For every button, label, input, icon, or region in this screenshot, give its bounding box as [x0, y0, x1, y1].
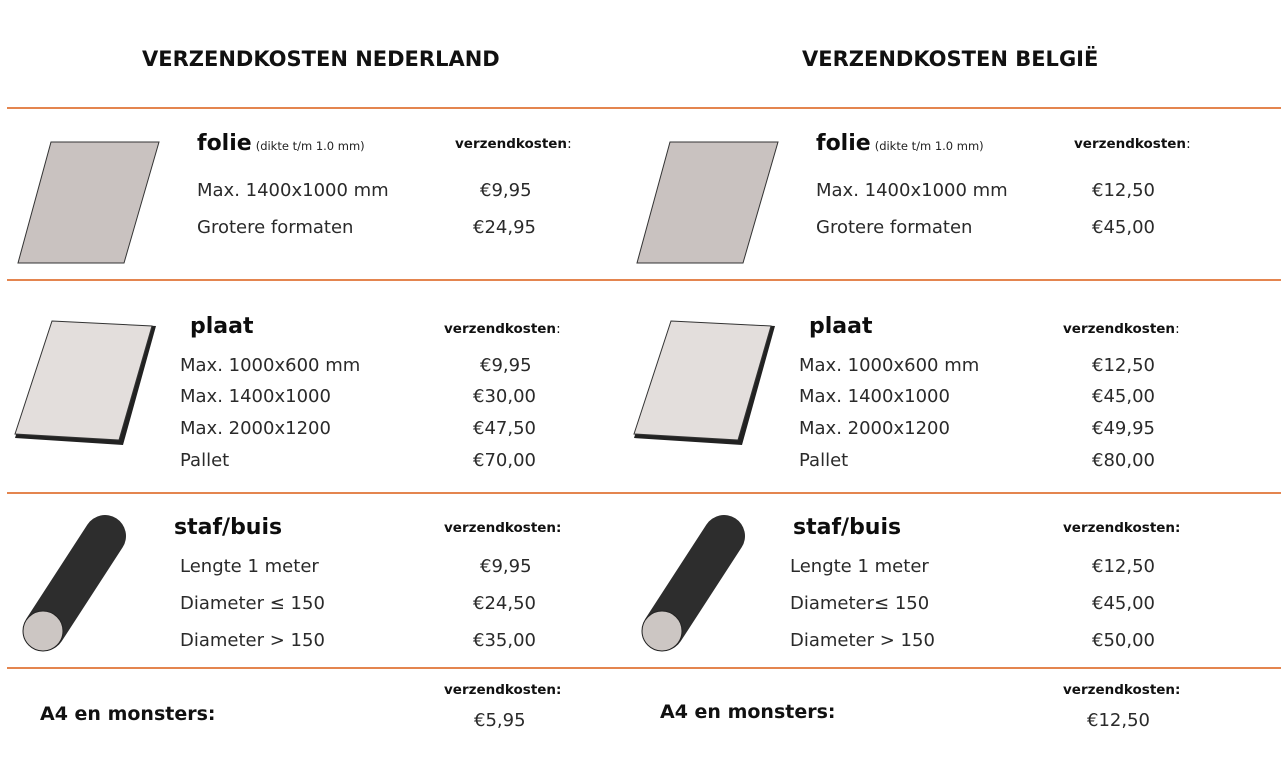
- cost-label-colon: :: [556, 321, 561, 337]
- folie-row-label: Max. 1400x1000 mm: [816, 180, 1008, 201]
- cost-label-colon: :: [567, 136, 572, 152]
- category-plaat: plaat: [190, 314, 254, 339]
- plaat-row-label: Pallet: [799, 450, 849, 471]
- cost-label: verzendkosten:: [1063, 682, 1181, 698]
- samples-label: A4 en monsters:: [40, 703, 216, 725]
- plaat-row-price: €47,50: [473, 418, 536, 439]
- cost-label-text: verzendkosten: [444, 321, 557, 337]
- plaat-row-price: €12,50: [1092, 355, 1155, 376]
- staf-row-label: Lengte 1 meter: [180, 556, 319, 577]
- plate-icon: [14, 320, 160, 448]
- plaat-row-price: €9,95: [480, 355, 532, 376]
- samples-price: €5,95: [474, 710, 526, 731]
- cost-label: [444, 321, 561, 337]
- cost-label-colon: :: [1186, 136, 1191, 152]
- staf-row-price: €12,50: [1092, 556, 1155, 577]
- staf-row-price: €50,00: [1092, 630, 1155, 651]
- plaat-row-label: Max. 1400x1000: [180, 386, 331, 407]
- plaat-row-label: Max. 2000x1200: [799, 418, 950, 439]
- category-name: folie: [816, 131, 871, 156]
- cost-label: [455, 136, 572, 152]
- plaat-row-price: €49,95: [1092, 418, 1155, 439]
- plaat-row-price: €45,00: [1092, 386, 1155, 407]
- staf-row-price: €45,00: [1092, 593, 1155, 614]
- staf-row-label: Diameter > 150: [180, 630, 325, 651]
- foil-sheet-icon: [17, 141, 162, 266]
- cost-label-text: verzendkosten: [1063, 321, 1176, 337]
- staf-row-label: Diameter≤ 150: [790, 593, 930, 614]
- folie-row-price: €12,50: [1092, 180, 1155, 201]
- header-nederland: VERZENDKOSTEN NEDERLAND: [142, 47, 500, 71]
- staf-row-label: Diameter > 150: [790, 630, 935, 651]
- cost-label: verzendkosten:: [444, 520, 562, 536]
- rod-icon: [641, 512, 749, 654]
- cost-label: verzendkosten:: [444, 682, 562, 698]
- category-staf-buis: staf/buis: [793, 515, 902, 540]
- divider: [7, 667, 1281, 669]
- header-belgie: VERZENDKOSTEN BELGIË: [802, 47, 1099, 71]
- divider: [7, 492, 1281, 494]
- samples-label: A4 en monsters:: [660, 701, 836, 723]
- samples-price: €12,50: [1087, 710, 1150, 731]
- cost-label-colon: :: [1175, 321, 1180, 337]
- thickness-note: (dikte t/m 1.0 mm): [255, 139, 365, 153]
- thickness-note: (dikte t/m 1.0 mm): [874, 139, 984, 153]
- staf-row-label: Lengte 1 meter: [790, 556, 929, 577]
- staf-row-price: €35,00: [473, 630, 536, 651]
- divider: [7, 279, 1281, 281]
- category-name: folie: [197, 131, 252, 156]
- cost-label: verzendkosten:: [1063, 520, 1181, 536]
- staf-row-price: €9,95: [480, 556, 532, 577]
- plate-icon: [633, 320, 779, 448]
- category-folie: [197, 131, 365, 156]
- folie-row-label: Grotere formaten: [816, 217, 973, 238]
- plaat-row-label: Max. 1000x600 mm: [180, 355, 361, 376]
- plaat-row-price: €80,00: [1092, 450, 1155, 471]
- category-folie: [816, 131, 984, 156]
- divider: [7, 107, 1281, 109]
- folie-row-price: €9,95: [480, 180, 532, 201]
- rod-icon: [22, 512, 130, 654]
- folie-row-label: Grotere formaten: [197, 217, 354, 238]
- folie-row-label: Max. 1400x1000 mm: [197, 180, 389, 201]
- plaat-row-label: Max. 1000x600 mm: [799, 355, 980, 376]
- folie-row-price: €45,00: [1092, 217, 1155, 238]
- category-staf-buis: staf/buis: [174, 515, 283, 540]
- plaat-row-label: Max. 2000x1200: [180, 418, 331, 439]
- plaat-row-price: €70,00: [473, 450, 536, 471]
- category-plaat: plaat: [809, 314, 873, 339]
- plaat-row-label: Max. 1400x1000: [799, 386, 950, 407]
- staf-row-price: €24,50: [473, 593, 536, 614]
- cost-label-text: verzendkosten: [1074, 136, 1187, 152]
- foil-sheet-icon: [636, 141, 781, 266]
- plaat-row-price: €30,00: [473, 386, 536, 407]
- staf-row-label: Diameter ≤ 150: [180, 593, 325, 614]
- cost-label-text: verzendkosten: [455, 136, 568, 152]
- cost-label: [1063, 321, 1180, 337]
- plaat-row-label: Pallet: [180, 450, 230, 471]
- folie-row-price: €24,95: [473, 217, 536, 238]
- cost-label: [1074, 136, 1191, 152]
